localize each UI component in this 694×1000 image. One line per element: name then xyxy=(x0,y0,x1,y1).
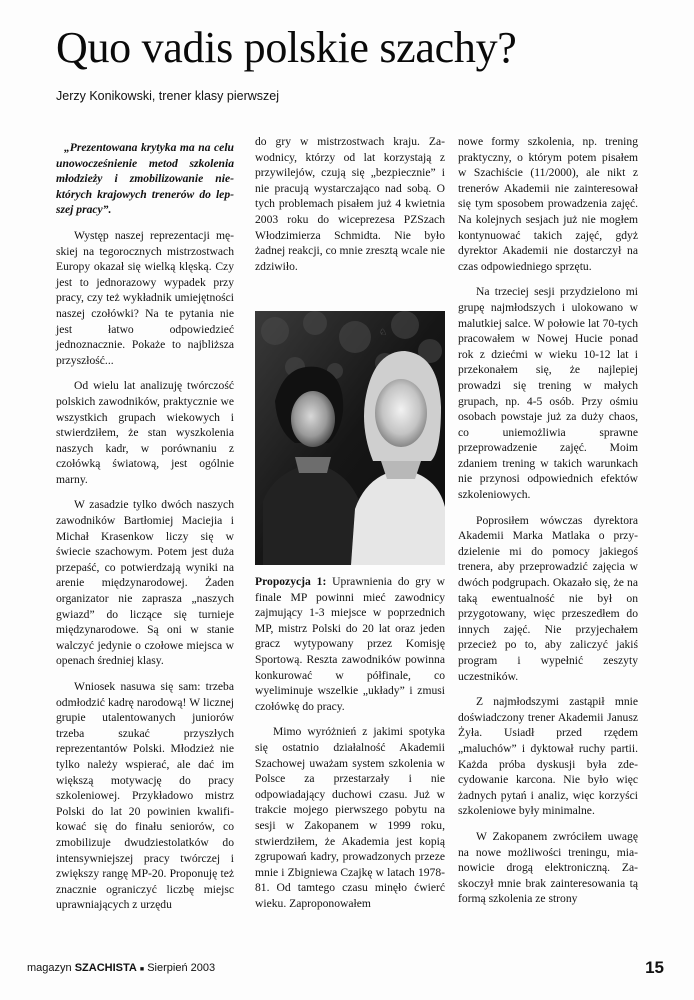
article-photo xyxy=(255,311,445,565)
article-title: Quo vadis polskie szachy? xyxy=(56,23,517,72)
lead-paragraph: „Prezentowana krytyka ma na celu unowocześnienie metod szkolenia młodzieży i zmobilizowanie niektórych krajowych trenerów do lepszej pracy”. xyxy=(56,141,234,217)
svg-text:♘: ♘ xyxy=(379,327,388,337)
page-footer xyxy=(27,962,215,974)
issue-date: Sierpień 2003 xyxy=(147,962,216,974)
column-3 xyxy=(458,134,638,917)
column-1 xyxy=(56,140,234,923)
magazine-prefix: magazyn xyxy=(27,962,72,974)
paragraph-3: W zasadzie tylko dwóch naszych zawodników Bartłomiej Maciejia i Michał Krasenkow liczy się w świecie szachowym. Potem jest duża przepaść, co potwierdzają wyniki na arenie międzynarodowej. Żaden organizator nie zaprasza „naszych gwiazd” do liczące się turnieje międzynarodowe. Są oni w stanie walczyć jedynie o czołowe miejsca w openach średniej klasy. xyxy=(56,498,234,668)
paragraph-5: do gry w mistrzostwach kraju. Zawodnicy, którzy od lat korzystają z przywilejów, czują się „bezpiecznie” i nie pracują wystarczająco nad sobą. O tych problemach pisałem już 4 kwietnia 2003 roku do wiceprezesa PZSzach Włodzimierza Schmidta. Nie było żadnej reakcji, co mnie zresztą wcale nie zdziwiło. xyxy=(255,135,445,273)
paragraph-8: Na trzeciej sesji przydzielono mi grupę najmłodszych i ulokowano w malutkiej salce. W połowie lat 70-tych pracowałem w Nowej Hucie ponad rok z dziećmi w wieku 10-12 lat i przekonałem się, że najlepiej prowadzi się trening w małych grupach, np. 4-5 osób. Przy ośmiu osobach powstaje już za duży chaos, co uniemożliwia sprawne przeprowadzenie zajęć. Moim zdaniem trening w takich warunkach nie przynosi odpowiednich efektów szkoleniowych. xyxy=(458,285,638,502)
paragraph-7: nowe formy szkolenia, np. trening praktyczny, o którym potem pisałem w Szachiście (11/2000), ale nikt z trenerów Akademii nie zainteresował się tym sposobem prowadzenia zajęć. Na kolejnych sesjach już nie mogłem kontynuować takich zajęć, gdyż dyrektor Akademii nie dostarczył na czas odpowiedniego sprzętu. xyxy=(458,135,638,273)
proposal-text: Uprawnienia do gry w finale MP powinni mieć zawodnicy zajmujący 1-3 miejsce w poprzednich MP, mistrz Polski do 20 lat oraz jeden gracz wytypowany przez Komisję Sportową. Reszta zawodników powinna konkurować w półfinale, co wyeliminuje wszelkie „układy” i zmusi czołówkę do pracy. xyxy=(255,575,445,713)
magazine-name: SZACHISTA xyxy=(74,962,137,974)
paragraph-11: W Zakopanem zwróciłem uwagę na nowe możliwości treningu, mianowicie drogą elektroniczną. Zaskoczył mnie brak zainteresowania tą formą szkolenia ze strony xyxy=(458,829,638,906)
proposal-label: Propozycja 1: xyxy=(255,575,327,588)
column-2-bottom xyxy=(255,574,445,921)
photo-two-players-icon xyxy=(255,311,445,565)
paragraph-2: Od wielu lat analizuję twórczość polskich zawodników, praktycznie we wszystkich grupach wiekowych i stwierdziłem, że stan wyszkolenia naszych kadr, w porównaniu z czołówką światową, jest ogólnie marny. xyxy=(56,379,234,486)
paragraph-9: Poprosiłem wówczas dyrektora Akademii Marka Matlaka o przydzielenie mi do pomocy jakiegoś trenera, aby przeprowadzić zajęcia w dwóch podgrupach. Okazało się, że na taką ewentualność nie był on przygotowany, więc przeszedłem do innych zajęć. Nie przyjechałem przecież po to, aby zaliczyć jakiś program i wypełnić zeszyty uczestników. xyxy=(458,513,638,683)
proposal-paragraph xyxy=(255,574,445,714)
footer-separator: ■ xyxy=(139,966,145,973)
paragraph-10: Z najmłodszymi zastąpił mnie doświadczony trener Akademii Janusz Żyła. Usiadł przed rzędem „maluchów” i dyktował ruchy partii. Każda próba dyskusji była zdecydowanie karcona. Nie było więc żadnych pytań i analiz, więc korzyści szkoleniowe były minimalne. xyxy=(458,695,638,818)
page-number: 15 xyxy=(645,958,664,977)
paragraph-4: Wniosek nasuwa się sam: trzeba odmłodzić kadrę narodową! W licznej grupie utalentowanych juniorów trzeba szukać przyszłych reprezentantów Polski. Młodzież nie tylko należy wspierać, ale dać im większą motywację do pracy szkoleniowej. Przykładowo mistrz Polski do lat 20 powinien kwalifikować się do finału seniorów, co zmobilizuje dwudziestolatków do intensywniejszej pracy twórczej i zwiększy rangę MP-20. Proponuję też znacznie ograniczyć liczbę miejsc uprawniających z urzędu xyxy=(56,680,234,912)
article-author: Jerzy Konikowski, trener klasy pierwszej xyxy=(56,89,279,103)
paragraph-1: Występ naszej reprezentacji męskiej na tegorocznych mistrzostwach Europy okazał się wielką klęską. Czy jest to jednorazowy wypadek przy pracy, czy też wykładnik umiejętności naszej czołówki? Na te pytania nie jest łatwo odpowiedzieć jednoznacznie. Pokaże to najbliższa przyszłość... xyxy=(56,228,234,367)
paragraph-6: Mimo wyróżnień z jakimi spotyka się ostatnio działalność Akademii Szachowej uważam system szkolenia w Polsce za przestarzały i nie odpowiadający duchowi czasu. Już w trakcie mojego pierwszego pobytu na sesji w Zakopanem w 1999 roku, stwierdziłem, że Akademia jest kopią zgrupowań kadry, prowadzonych przeze mnie i Zbigniewa Czajkę w latach 1978-81. Od tamtego czasu minęło ćwierć wieku. Zaproponowałem xyxy=(255,725,445,910)
column-2-top xyxy=(255,134,445,284)
